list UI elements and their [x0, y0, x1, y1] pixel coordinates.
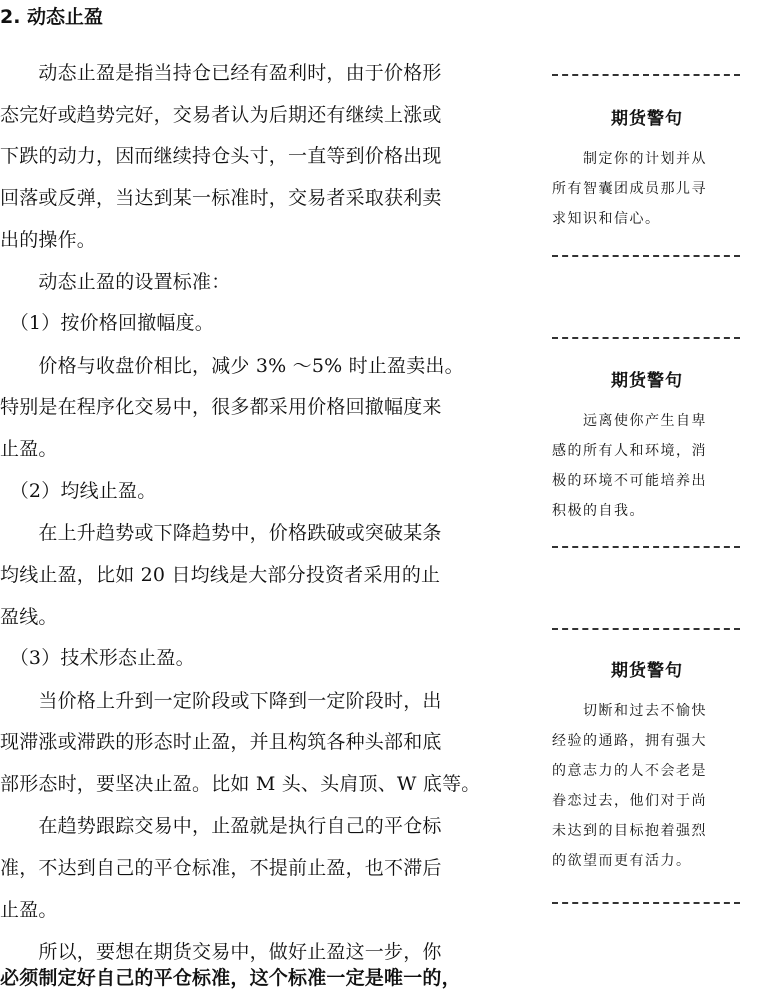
paragraph-line: 在上升趋势或下降趋势中，价格跌破或突破某条 — [0, 522, 442, 544]
quote-line: 所有智囊团成员那儿寻 — [552, 181, 707, 197]
dashed-divider — [552, 337, 740, 339]
paragraph-line: 准，不达到自己的平仓标准，不提前止盈，也不滞后 — [0, 857, 442, 879]
quote-line: 极的环境不可能培养出 — [552, 473, 707, 489]
paragraph-line-bold: 必须制定好自己的平仓标准，这个标准一定是唯一的， — [0, 967, 461, 989]
quote-line: 的意志力的人不会老是 — [552, 763, 707, 779]
quote-line: 积极的自我。 — [552, 503, 645, 519]
paragraph-line: 现滞涨或滞跌的形态时止盈，并且构筑各种头部和底 — [0, 731, 442, 753]
quote-box-title: 期货警句 — [611, 109, 683, 129]
quote-line: 求知识和信心。 — [552, 211, 661, 227]
paragraph-line: 回落或反弹，当达到某一标准时，交易者采取获利卖 — [0, 187, 442, 209]
paragraph-line: 动态止盈是指当持仓已经有盈利时，由于价格形 — [0, 62, 442, 84]
quote-line: 的欲望而更有活力。 — [552, 853, 692, 869]
dashed-divider — [552, 255, 740, 257]
quote-line: 未达到的目标抱着强烈 — [552, 823, 707, 839]
quote-line: 感的所有人和环境，消 — [552, 443, 707, 459]
paragraph-line: 均线止盈，比如 20 日均线是大部分投资者采用的止 — [0, 564, 441, 586]
paragraph-line: 所以，要想在期货交易中，做好止盈这一步，你 — [0, 941, 442, 963]
section-heading: 2. 动态止盈 — [0, 6, 104, 28]
paragraph-line: 动态止盈的设置标准： — [0, 271, 231, 293]
paragraph-line: 特别是在程序化交易中，很多都采用价格回撤幅度来 — [0, 396, 442, 418]
dashed-divider — [552, 74, 740, 76]
list-item-heading: （3）技术形态止盈。 — [0, 647, 195, 669]
quote-line: 远离使你产生自卑 — [552, 413, 707, 429]
list-item-heading: （1）按价格回撤幅度。 — [0, 312, 214, 334]
quote-line: 眷恋过去，他们对于尚 — [552, 793, 707, 809]
quote-line: 切断和过去不愉快 — [552, 703, 707, 719]
quote-box-title: 期货警句 — [611, 371, 683, 391]
paragraph-line: 态完好或趋势完好，交易者认为后期还有继续上涨或 — [0, 104, 442, 126]
paragraph-line: 止盈。 — [0, 438, 58, 460]
paragraph-line: 当价格上升到一定阶段或下降到一定阶段时，出 — [0, 690, 442, 712]
paragraph-line: 在趋势跟踪交易中，止盈就是执行自己的平仓标 — [0, 815, 442, 837]
dashed-divider — [552, 628, 740, 630]
quote-box-title: 期货警句 — [611, 661, 683, 681]
quote-line: 制定你的计划并从 — [552, 151, 707, 167]
paragraph-line: 价格与收盘价相比，减少 3% ～5% 时止盈卖出。 — [0, 355, 464, 377]
dashed-divider — [552, 902, 740, 904]
paragraph-line: 部形态时，要坚决止盈。比如 M 头、头肩顶、W 底等。 — [0, 773, 481, 795]
paragraph-line: 出的操作。 — [0, 229, 97, 251]
list-item-heading: （2）均线止盈。 — [0, 480, 157, 502]
dashed-divider — [552, 546, 740, 548]
paragraph-line: 止盈。 — [0, 899, 58, 921]
paragraph-line: 盈线。 — [0, 606, 58, 628]
paragraph-line: 下跌的动力，因而继续持仓头寸，一直等到价格出现 — [0, 145, 442, 167]
quote-line: 经验的通路，拥有强大 — [552, 733, 707, 749]
